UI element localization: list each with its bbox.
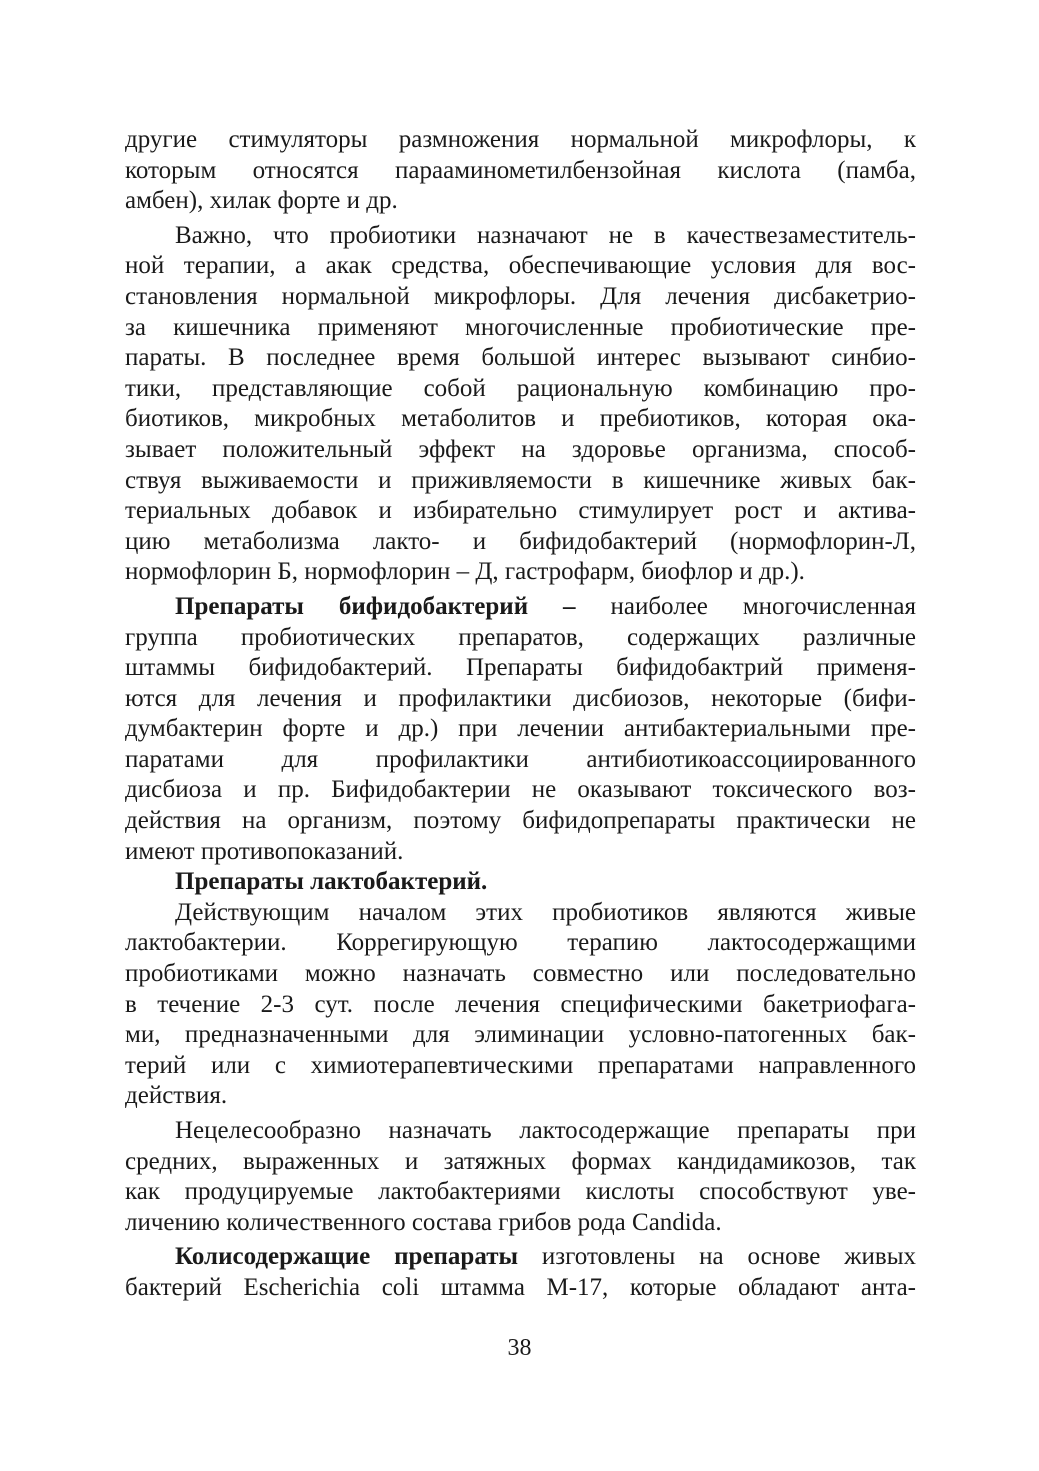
- paragraph: [125, 592, 916, 867]
- text-line: зывает положительный эффект на здоровье организма, способ-: [125, 435, 916, 463]
- paragraph: [125, 125, 916, 217]
- text-line: биотиков, микробных метаболитов и пребиотиков, которая ока-: [125, 405, 916, 433]
- text-line: цию метаболизма лакто- и бифидобактерий (нормофлорин-Л,: [125, 527, 916, 555]
- text-line: штаммы бифидобактерий. Препараты бифидобактрий применя-: [125, 654, 916, 682]
- paragraph: [125, 898, 916, 1112]
- text-line: паратами для профилактики антибиотикоассоциированного: [125, 745, 916, 773]
- text-line: териальных добавок и избирательно стимулирует рост и актива-: [125, 497, 916, 525]
- text-line: за кишечника применяют многочисленные пробиотические пре-: [125, 313, 916, 341]
- section-heading: [125, 867, 916, 898]
- text-line: [125, 592, 916, 623]
- text-line: ми, предназначенными для элиминации условно-патогенных бак-: [125, 1021, 916, 1049]
- text-line: как продуцируемые лактобактериями кислоты способствуют уве-: [125, 1178, 916, 1206]
- text-line: дисбиоза и пр. Бифидобактерии не оказывают токсического воз-: [125, 776, 916, 804]
- text-line: ются для лечения и профилактики дисбиозов, некоторые (бифи-: [125, 684, 916, 712]
- text-line: пробиотиками можно назначать совместно или последовательно: [125, 960, 916, 988]
- text-run: изготовлены на основе живых: [518, 1243, 916, 1271]
- text-line: в течение 2-3 сут. после лечения специфическими бакетриофага-: [125, 990, 916, 1018]
- text-line: становления нормальной микрофлоры. Для лечения дисбакетрио-: [125, 282, 916, 310]
- text-line: ствуя выживаемости и приживляемости в кишечнике живых бак-: [125, 466, 916, 494]
- text-line: параты. В последнее время большой интерес вызывают синбио-: [125, 344, 916, 372]
- text-line: терий или с химиотерапевтическими препаратами направленного: [125, 1051, 916, 1079]
- text-line: действия на организм, поэтому бифидопрепараты практически не: [125, 807, 916, 835]
- paragraph: [125, 221, 916, 588]
- text-run: наиболее многочисленная: [575, 592, 916, 620]
- text-line: [125, 1242, 916, 1273]
- text-line: группа пробиотических препаратов, содержащих различные: [125, 623, 916, 651]
- text-line: нормофлорин Б, нормофлорин – Д, гастрофарм, биофлор и др.).: [125, 558, 805, 586]
- text-line: действия.: [125, 1082, 228, 1110]
- heading-text: Препараты лактобактерий.: [175, 868, 488, 896]
- text-line: Нецелесообразно назначать лактосодержащие препараты при: [175, 1117, 916, 1144]
- text-line: средних, выраженных и затяжных формах кандидамикозов, так: [125, 1147, 916, 1175]
- text-line: бактерий Escherichia coli штамма М-17, которые обладают анта-: [125, 1273, 916, 1301]
- paragraph: [125, 1116, 916, 1238]
- text-line: амбен), хилак форте и др.: [125, 187, 398, 215]
- body-text: [125, 125, 916, 1304]
- text-line: имеют противопоказаний.: [125, 837, 404, 865]
- bold-term: Препараты бифидобактерий –: [175, 592, 576, 620]
- text-line: ной терапии, а акак средства, обеспечивающие условия для вос-: [125, 252, 916, 280]
- text-line: тики, представляющие собой рациональную комбинацию про-: [125, 374, 916, 402]
- page-number: 38: [507, 1335, 532, 1361]
- text-line: личению количественного состава грибов рода Candida.: [125, 1208, 722, 1236]
- text-line: которым относятся парааминометилбензойная кислота (памба,: [125, 156, 916, 184]
- paragraph: [125, 1242, 916, 1303]
- text-line: думбактерин форте и др.) при лечении антибактериальными пре-: [125, 715, 916, 743]
- text-line: лактобактерии. Коррегирующую терапию лактосодержащими: [125, 929, 916, 957]
- bold-term: Колисодержащие препараты: [175, 1243, 518, 1271]
- text-line: другие стимуляторы размножения нормальной микрофлоры, к: [125, 126, 916, 153]
- text-line: Действующим началом этих пробиотиков являются живые: [175, 898, 916, 926]
- text-line: Важно, что пробиотики назначают не в качествезаместитель-: [175, 221, 916, 249]
